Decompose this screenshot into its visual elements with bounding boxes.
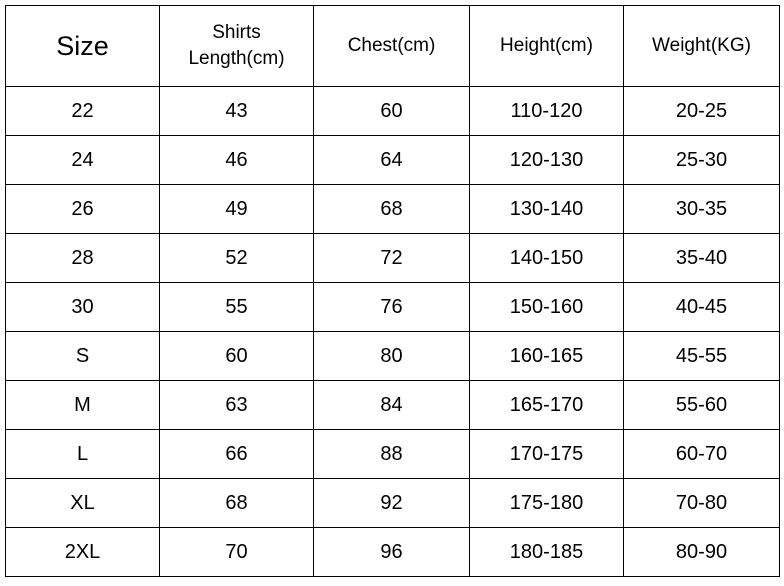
size-cell: M bbox=[6, 381, 160, 430]
length-cell: 63 bbox=[160, 381, 314, 430]
table-row bbox=[6, 479, 780, 528]
table-row bbox=[6, 185, 780, 234]
size-cell: 2XL bbox=[6, 528, 160, 577]
height-cell: 175-180 bbox=[470, 479, 624, 528]
chest-column-header: Chest(cm) bbox=[314, 6, 470, 87]
size-cell: L bbox=[6, 430, 160, 479]
size-cell: XL bbox=[6, 479, 160, 528]
chest-cell: 84 bbox=[314, 381, 470, 430]
length-cell: 70 bbox=[160, 528, 314, 577]
chest-cell: 72 bbox=[314, 234, 470, 283]
chest-cell: 96 bbox=[314, 528, 470, 577]
height-cell: 160-165 bbox=[470, 332, 624, 381]
size-cell: 30 bbox=[6, 283, 160, 332]
length-cell: 55 bbox=[160, 283, 314, 332]
table-row bbox=[6, 87, 780, 136]
table-row bbox=[6, 332, 780, 381]
height-cell: 120-130 bbox=[470, 136, 624, 185]
height-column-header: Height(cm) bbox=[470, 6, 624, 87]
weight-cell: 60-70 bbox=[624, 430, 780, 479]
chest-cell: 92 bbox=[314, 479, 470, 528]
size-cell: S bbox=[6, 332, 160, 381]
chest-cell: 68 bbox=[314, 185, 470, 234]
table-body bbox=[6, 87, 780, 577]
length-column-header bbox=[160, 6, 314, 87]
size-column-header: Size bbox=[6, 6, 160, 87]
weight-cell: 80-90 bbox=[624, 528, 780, 577]
weight-column-header: Weight(KG) bbox=[624, 6, 780, 87]
table-row bbox=[6, 528, 780, 577]
table-row bbox=[6, 136, 780, 185]
weight-cell: 55-60 bbox=[624, 381, 780, 430]
header-row bbox=[6, 6, 780, 87]
size-chart-table bbox=[5, 5, 780, 577]
length-cell: 49 bbox=[160, 185, 314, 234]
height-cell: 150-160 bbox=[470, 283, 624, 332]
length-cell: 60 bbox=[160, 332, 314, 381]
length-cell: 66 bbox=[160, 430, 314, 479]
weight-cell: 25-30 bbox=[624, 136, 780, 185]
weight-cell: 30-35 bbox=[624, 185, 780, 234]
table-row bbox=[6, 381, 780, 430]
chest-cell: 80 bbox=[314, 332, 470, 381]
height-cell: 110-120 bbox=[470, 87, 624, 136]
height-cell: 140-150 bbox=[470, 234, 624, 283]
height-cell: 180-185 bbox=[470, 528, 624, 577]
length-cell: 68 bbox=[160, 479, 314, 528]
length-cell: 46 bbox=[160, 136, 314, 185]
height-cell: 130-140 bbox=[470, 185, 624, 234]
size-cell: 22 bbox=[6, 87, 160, 136]
height-cell: 170-175 bbox=[470, 430, 624, 479]
table-row bbox=[6, 234, 780, 283]
weight-cell: 40-45 bbox=[624, 283, 780, 332]
size-cell: 28 bbox=[6, 234, 160, 283]
chest-cell: 76 bbox=[314, 283, 470, 332]
table-header bbox=[6, 6, 780, 87]
weight-cell: 70-80 bbox=[624, 479, 780, 528]
chest-cell: 88 bbox=[314, 430, 470, 479]
size-cell: 24 bbox=[6, 136, 160, 185]
length-cell: 52 bbox=[160, 234, 314, 283]
size-cell: 26 bbox=[6, 185, 160, 234]
height-cell: 165-170 bbox=[470, 381, 624, 430]
length-header-line1: Shirts bbox=[212, 22, 261, 43]
length-cell: 43 bbox=[160, 87, 314, 136]
weight-cell: 45-55 bbox=[624, 332, 780, 381]
weight-cell: 20-25 bbox=[624, 87, 780, 136]
length-header-line2: Length(cm) bbox=[188, 48, 285, 69]
table-row bbox=[6, 430, 780, 479]
chest-cell: 60 bbox=[314, 87, 470, 136]
chest-cell: 64 bbox=[314, 136, 470, 185]
table-row bbox=[6, 283, 780, 332]
weight-cell: 35-40 bbox=[624, 234, 780, 283]
